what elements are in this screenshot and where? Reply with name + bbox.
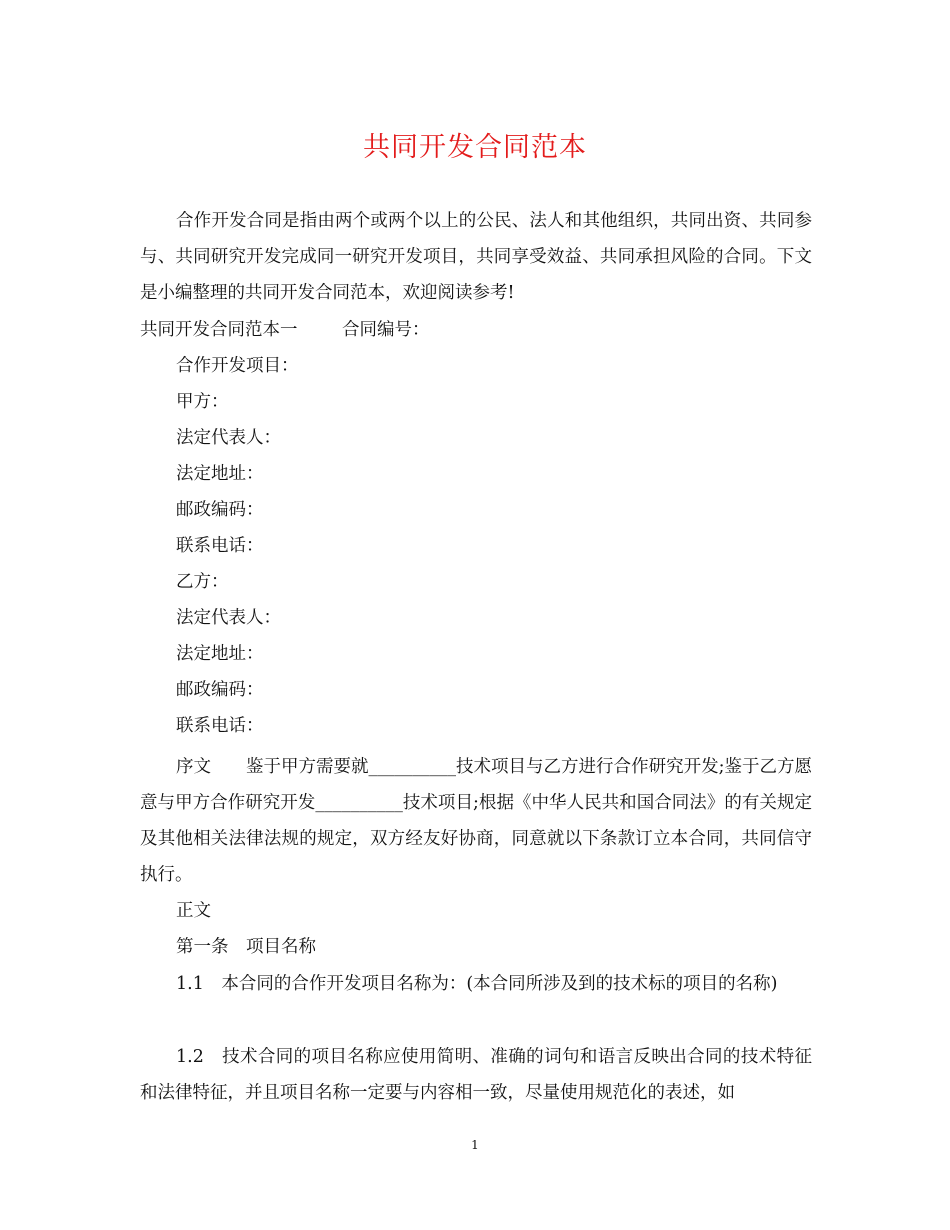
preamble-paragraph: 序文 鉴于甲方需要就__________技术项目与乙方进行合作研究开发;鉴于乙方愿意与甲方合作研究开发__________技术项目;根据《中华人民共和国合同法》的有关规定及其他相关法律法规的规定，双方经友好协商，同意就以下条款订立本合同，共同信守执行。 — [140, 757, 812, 885]
field-party-a-postal-code: 邮政编码： — [176, 500, 264, 520]
field-party-a-legal-representative: 法定代表人： — [176, 428, 281, 448]
field-party-a-legal-address: 法定地址： — [176, 464, 264, 484]
field-party-a-phone: 联系电话： — [176, 536, 264, 556]
article-1-heading: 第一条 项目名称 — [176, 937, 316, 957]
main-text-heading: 正文 — [176, 901, 211, 921]
field-party-b-postal-code: 邮政编码： — [176, 680, 264, 700]
intro-paragraph: 合作开发合同是指由两个或两个以上的公民、法人和其他组织，共同出资、共同参与、共同研究开发完成同一研究开发项目，共同享受效益、共同承担风险的合同。下文是小编整理的共同开发合同范本，欢迎阅读参考! — [140, 211, 812, 303]
clause-1-1: 1.1 本合同的合作开发项目名称为：(本合同所涉及到的技术标的项目的名称) — [176, 974, 778, 994]
field-party-a: 甲方： — [176, 392, 229, 412]
field-party-b: 乙方： — [176, 572, 229, 592]
field-party-b-legal-representative: 法定代表人： — [176, 608, 281, 628]
clause-1-2: 1.2 技术合同的项目名称应使用简明、准确的词句和语言反映出合同的技术特征和法律特征，并且项目名称一定要与内容相一致，尽量使用规范化的表述，如 — [140, 1047, 812, 1103]
sample-heading: 共同开发合同范本一 — [140, 320, 298, 340]
document-title: 共同开发合同范本 — [363, 132, 587, 163]
field-cooperation-project: 合作开发项目： — [176, 356, 299, 376]
sample-heading-line — [140, 312, 430, 348]
field-party-b-phone: 联系电话： — [176, 716, 264, 736]
contract-number-label: 合同编号： — [342, 320, 430, 340]
field-party-b-legal-address: 法定地址： — [176, 644, 264, 664]
page-number: 1 — [471, 1138, 479, 1152]
